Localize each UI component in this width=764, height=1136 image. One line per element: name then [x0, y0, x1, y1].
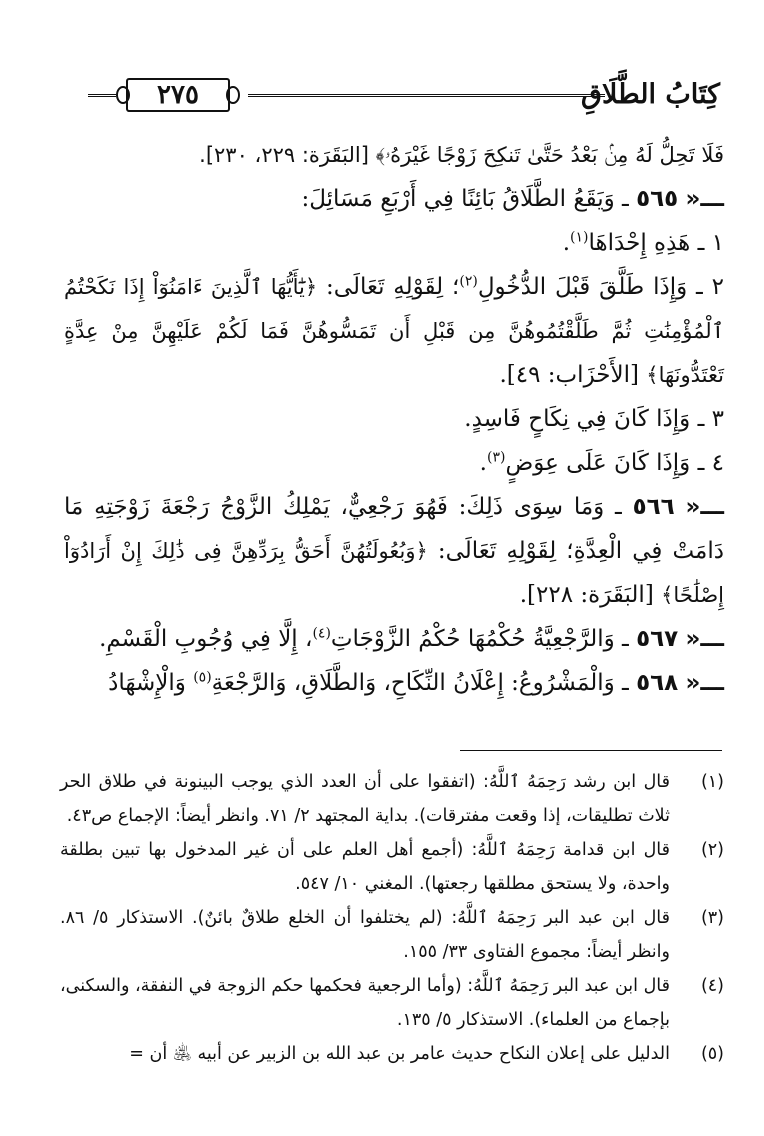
footnote-ref[interactable]: (٥): [193, 669, 212, 686]
issue-number: ٥٦٨: [636, 670, 679, 696]
issue-number: ٥٦٧: [636, 626, 679, 652]
issue-marker-icon: ـــ«: [685, 670, 724, 696]
chapter-title: كِتَابُ الطَّلَاقِ: [581, 79, 720, 110]
list-item-1: ١ ـ هَذِهِ إِحْدَاهَا$^{(١)}$.: [562, 229, 724, 256]
main-text: [64, 133, 724, 705]
quran-verse: ﴿وَبُعُولَتُهُنَّ أَحَقُّ بِرَدِّهِنَّ فِى ذَٰلِكَ إِنْ أَرَادُوٓاْ إِصْلَٰحًا﴾: [64, 539, 724, 607]
footnote-ref[interactable]: (٤): [312, 625, 331, 642]
issue-marker-icon: ـــ«: [685, 186, 724, 212]
issue-566: ـــ« ٥٦٦ ـ وَمَا سِوَى ذَلِكَ: فَهُوَ رَجْعِيٌّ، يَمْلِكُ الزَّوْجُ رَجْعَةَ زَوْجَتِهِ مَا دَامَتْ فِي الْعِدَّةِ؛ لِقَوْلِهِ تَعَالَى: ﴿وَبُعُولَتُهُنَّ أَحَقُّ بِرَدِّهِنَّ فِى ذَٰلِكَ إِنْ أَرَادُوٓاْ إِصْلَٰحًا﴾ [البَقَرَة: ٢٢٨].: [64, 494, 725, 608]
footnote-2: (٢) قال ابن قدامة رَحِمَهُ ٱللَّهُ: (أجمع أهل العلم على أن غير المدخول بها تبين بطلقة واحدة، ولا يستحق مطلقها رجعتها). المغني ١٠/ ٥٤٧.: [60, 840, 724, 894]
issue-marker-icon: ـــ«: [685, 626, 724, 652]
page-header: [88, 72, 720, 122]
footnote-ref[interactable]: (٣): [486, 449, 506, 466]
issue-568: ـــ« ٥٦٨ ـ وَالْمَشْرُوعُ: إِعْلَانُ النِّكَاحِ، وَالطَّلَاقِ، وَالرَّجْعَةِ$^{(٥)}$ وَالْإِشْهَادُ: [108, 669, 724, 696]
footnote-1: (١) قال ابن رشد رَحِمَهُ ٱللَّهُ: (اتفقوا على أن العدد الذي يوجب البينونة في طلاق الحر ثلاث تطليقات، إذا وقعت مفترقات). بداية المجتهد ٢/ ٧١. وانظر أيضاً: الإجماع ص٤٣.: [60, 772, 724, 826]
footnotes: [60, 765, 724, 1071]
issue-number: ٥٦٥: [636, 186, 679, 212]
list-item-2: ٢ ـ وَإِذَا طَلَّقَ قَبْلَ الدُّخُولِ$^{(٢)}$؛ لِقَوْلِهِ تَعَالَى: ﴿يَٰٓأَيُّهَا ٱلَّذِينَ ءَامَنُوٓاْ إِذَا نَكَحْتُمُ ٱلْمُؤْمِنَٰتِ ثُمَّ طَلَّقْتُمُوهُنَّ مِن قَبْلِ أَن تَمَسُّوهُنَّ فَمَا لَكُمْ عَلَيْهِنَّ مِنْ عِدَّةٍ تَعْتَدُّونَهَا﴾ [الأَحْزَاب: ٤٩].: [64, 273, 725, 388]
header-rule: [248, 94, 605, 101]
footnote-ref[interactable]: (١): [570, 229, 589, 246]
footnote-divider: [460, 750, 722, 751]
footnote-4: (٤) قال ابن عبد البر رَحِمَهُ ٱللَّهُ: (وأما الرجعية فحكمها حكم الزوجة في النفقة، والسكنى، بإجماع من العلماء). الاستذكار ٥/ ١٣٥.: [60, 976, 724, 1030]
footnote-ref[interactable]: (٢): [459, 273, 478, 290]
page-number: ٢٧٥: [126, 78, 230, 112]
footnote-5: (٥) الدليل على إعلان النكاح حديث عامر بن عبد الله بن الزبير عن أبيه ﵁ أن =: [129, 1044, 724, 1064]
issue-567: ـــ« ٥٦٧ ـ وَالرَّجْعِيَّةُ حُكْمُهَا حُكْمُ الزَّوْجَاتِ$^{(٤)}$، إِلَّا فِي وُجُوبِ الْقَسْمِ.: [99, 625, 724, 652]
footnote-3: (٣) قال ابن عبد البر رَحِمَهُ ٱللَّهُ: (لم يختلفوا أن الخلع طلاقٌ بائنٌ). الاستذكار ٥/ ٨٦. وانظر أيضاً: مجموع الفتاوى ٣٣/ ١٥٥.: [60, 908, 724, 962]
quran-verse: ﴿يَٰٓأَيُّهَا ٱلَّذِينَ ءَامَنُوٓاْ إِذَا نَكَحْتُمُ ٱلْمُؤْمِنَٰتِ ثُمَّ طَلَّقْتُمُوهُنَّ مِن قَبْلِ أَن تَمَسُّوهُنَّ فَمَا لَكُمْ عَلَيْهِنَّ مِنْ عِدَّةٍ تَعْتَدُّونَهَا﴾: [64, 275, 724, 387]
header-rule-left: [88, 94, 116, 101]
issue-565: ـــ« ٥٦٥ ـ وَيَقَعُ الطَّلَاقُ بَائِنًا فِي أَرْبَعِ مَسَائِلَ:: [301, 186, 724, 212]
list-item-3: ٣ ـ وَإِذَا كَانَ فِي نِكَاحٍ فَاسِدٍ.: [464, 406, 724, 432]
issue-marker-icon: ـــ«: [685, 494, 724, 520]
quran-continuation: فَلَا تَحِلُّ لَهُ مِنۢ بَعْدُ حَتَّىٰ تَنكِحَ زَوْجًا غَيْرَهُۥ﴾ [البَقَرَة: ٢٢٩، ٢٣٠].: [199, 143, 724, 167]
list-item-4: ٤ ـ وَإِذَا كَانَ عَلَى عِوَضٍ$^{(٣)}$.: [479, 449, 724, 476]
issue-number: ٥٦٦: [632, 494, 675, 520]
